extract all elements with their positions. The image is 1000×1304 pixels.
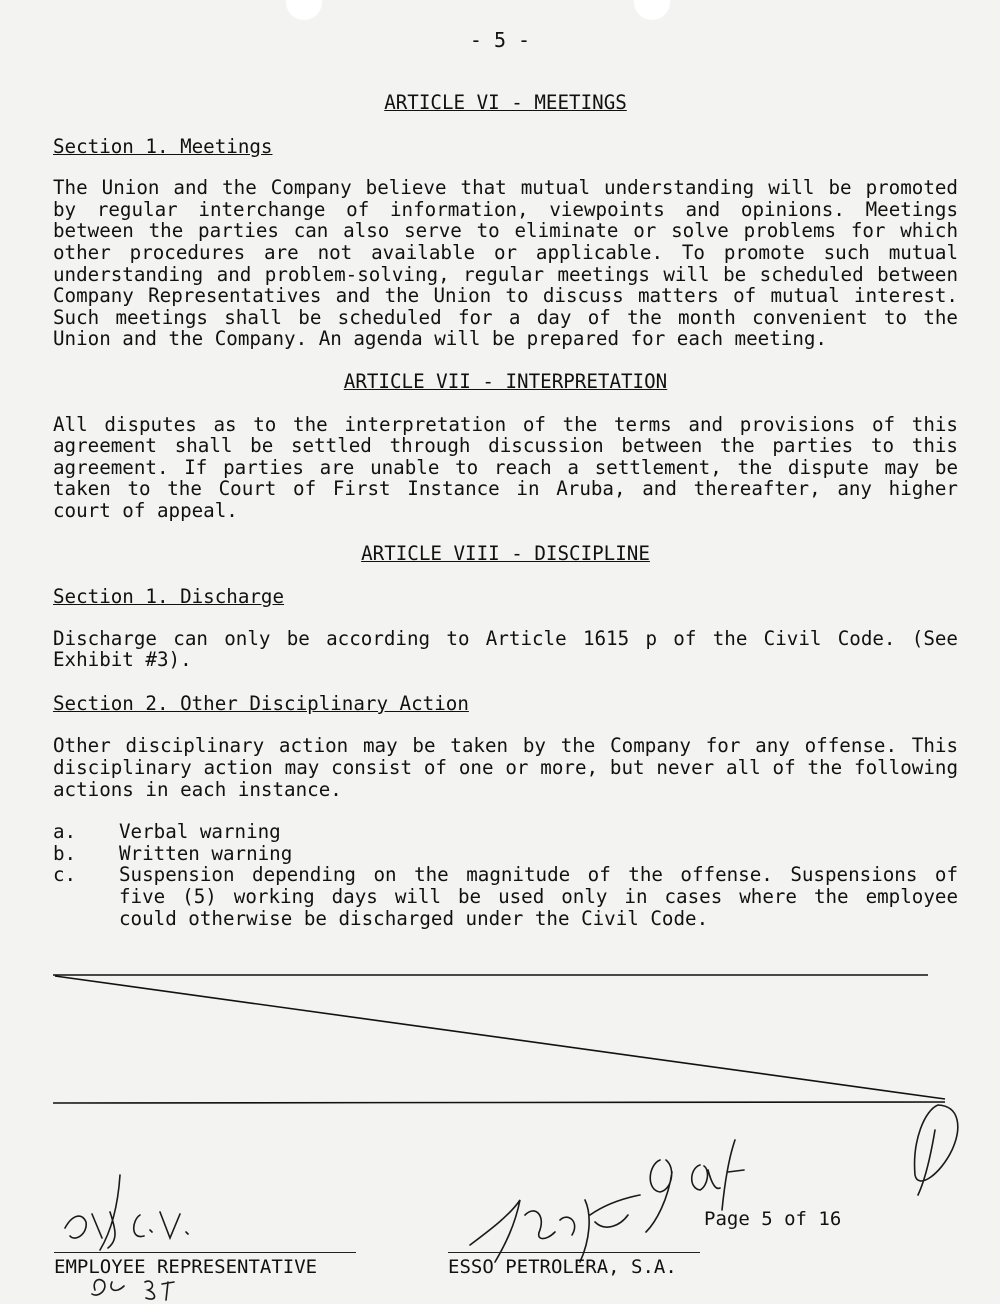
article-6-section-1-title: Section 1. Meetings [53,134,273,158]
article-8-section-1-text: Discharge can only be according to Article 1615 p of the Civil Code. (See Exhibit #3). [53,626,958,672]
list-item-marker: b. [53,841,77,865]
list-item-marker: c. [53,863,77,887]
list-item-text: Written warning [119,841,293,865]
list-item-marker: a. [53,820,77,844]
article-7-heading: ARTICLE VII - INTERPRETATION [343,369,668,393]
esso-petrolera-label: ESSO PETROLERA, S.A. [448,1252,700,1278]
article-6-section-1-text: The Union and the Company believe that mutual understanding will be promoted by regular interchange of information, viewpoints and opinions. Meetings between the parties can also serve to eliminate or solve problems for which other procedures are not available or applicable. To promote such mutual understanding and problem-solving, regular meetings will be scheduled between Company Representatives and the Union to discuss matters of mutual interest. Such meetings shall be scheduled for a day of the month convenient to the Union and the Company. An agenda will be prepared for each meeting. [53,176,958,351]
bottom-rule [53,1102,945,1103]
article-7-text: All disputes as to the interpretation of the terms and provisions of this agreement shall be settled through discussion between the parties to this agreement. If parties are unable to reach a settlement, the dispute may be taken to the Court of First Instance in Aruba, and thereafter, any higher court of appeal. [53,412,958,522]
list-item-text: Verbal warning [119,820,281,844]
employee-representative-label: EMPLOYEE REPRESENTATIVE [54,1252,356,1278]
article-8-heading: ARTICLE VIII - DISCIPLINE [361,541,650,565]
article-6-heading: ARTICLE VI - MEETINGS [384,91,627,114]
handwritten-note-below [92,1280,174,1300]
article-8-section-2-title: Section 2. Other Disciplinary Action [53,691,469,715]
diagonal-strike-line [55,976,945,1099]
page-number: - 5 - [469,28,531,52]
article-8-section-2-text: Other disciplinary action may be taken by the Company for any offense. This disciplinary action may consist of one or more, but never all of the following actions in each instance. [53,734,958,801]
signature-employee-representative [65,1175,188,1250]
article-8-section-1-title: Section 1. Discharge [53,585,285,609]
initial-mark-right [915,1105,958,1195]
page-of-label: Page 5 of 16 [704,1208,842,1230]
list-item-text: Suspension depending on the magnitude of the offense. Suspensions of five (5) working days will be used only in cases where the employee could otherwise be discharged under the Civil Code. [119,863,958,930]
